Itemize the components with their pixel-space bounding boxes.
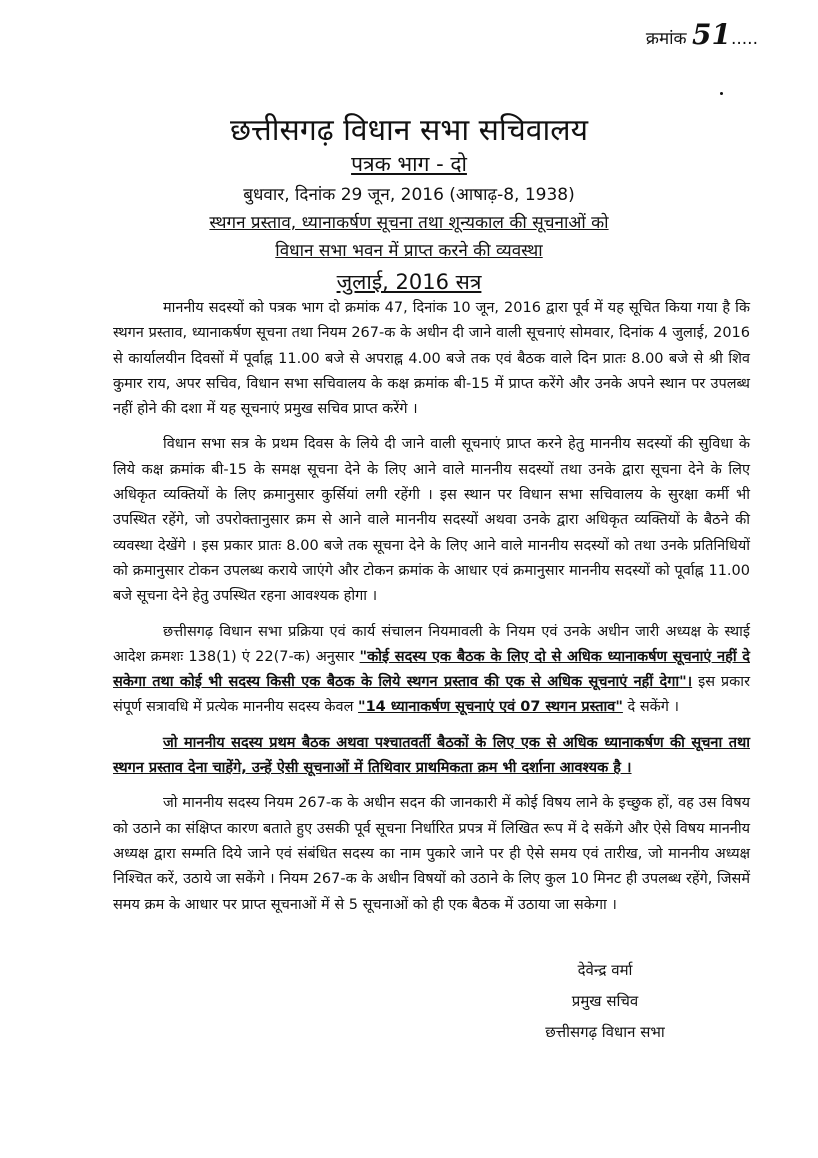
signature-block	[520, 955, 690, 1048]
ink-dot	[720, 92, 723, 95]
document-subtitle: पत्रक भाग - दो	[351, 152, 467, 176]
p3-text-c: इस प्रकार संपूर्ण सत्रावधि में प्रत्येक माननीय सदस्य केवल	[113, 674, 750, 716]
paragraph-5: जो माननीय सदस्य नियम 267-क के अधीन सदन की जानकारी में कोई विषय लाने के इच्छुक हों, वह उस विषय को उठाने का संक्षिप्त कारण बताते हुए उसकी पूर्व सूचना निर्धारित प्रपत्र में लिखित रूप में दे सकेंगे और ऐसे विषय माननीय अध्यक्ष द्वारा सम्मति दिये जाने एवं संबंधित सदस्य का नाम पुकारे जाने पर ही ऐसे समय एवं तारीख, जो माननीय अध्यक्ष निश्चित करें, उठाये जा सकेंगे । नियम 267-क के अधीन विषयों को उठाने के लिए कुल 10 मिनट ही उपलब्ध रहेंगे, जिसमें समय क्रम के आधार पर प्राप्त सूचनाओं में से 5 सूचनाओं को ही एक बैठक में उठाया जा सकेगा ।	[113, 795, 750, 913]
serial-value: 51	[692, 18, 731, 51]
p3-text-a: छत्तीसगढ़ विधान सभा प्रक्रिया एवं कार्य संचालन नियमावली के नियम एवं उनके अधीन जारी अध्यक्ष के स्थाई आदेश क्रमशः 138(1) एं 22(7-क) अनुसार	[113, 623, 750, 665]
p3-rule-quote: "कोई सदस्य एक बैठक के लिए दो से अधिक ध्यानाकर्षण सूचनाएं नहीं दे सकेगा तथा कोई भी सदस्य किसी एक बैठक के लिये स्थगन प्रस्ताव की एक से अधिक सूचनाएं नहीं देगा"।	[113, 648, 750, 691]
serial-label: क्रमांक	[645, 29, 687, 49]
serial-number: क्रमांक 51.....	[645, 18, 758, 51]
paragraph-1: माननीय सदस्यों को पत्रक भाग दो क्रमांक 47, दिनांक 10 जून, 2016 द्वारा पूर्व में यह सूचित किया गया है कि स्थगन प्रस्ताव, ध्यानाकर्षण सूचना तथा नियम 267-क के अधीन दी जाने वाली सूचनाएं सोमवार, दिनांक 4 जुलाई, 2016 से कार्यालयीन दिवसों में पूर्वाह्न 11.00 बजे से अपराह्न 4.00 बजे तक एवं बैठक वाले दिन प्रातः 8.00 बजे से श्री शिव कुमार राय, अपर सचिव, विधान सभा सचिवालय के कक्ष क्रमांक बी-15 में प्राप्त करेंगे और उनके अपने स्थान पर उपलब्ध नहीं होने की दशा में यह सूचनाएं प्रमुख सचिव प्राप्त करेंगे ।	[113, 300, 750, 418]
document-title: छत्तीसगढ़ विधान सभा सचिवालय	[230, 113, 588, 148]
p3-limit-quote: "14 ध्यानाकर्षण सूचनाएं एवं 07 स्थगन प्रस्ताव"	[358, 699, 623, 716]
p3-text-e: दे सकेंगे ।	[622, 699, 680, 716]
signatory-name: देवेन्द्र वर्मा	[577, 961, 633, 979]
paragraph-4: जो माननीय सदस्य प्रथम बैठक अथवा पश्चातवर्ती बैठकों के लिए एक से अधिक ध्यानाकर्षण की सूचना तथा स्थगन प्रस्ताव देना चाहेंगे, उन्हें ऐसी सूचनाओं में तिथिवार प्राथमिकता क्रम भी दर्शाना आवश्यक है ।	[113, 734, 750, 777]
heading-line-2: विधान सभा भवन में प्राप्त करने की व्यवस्था	[275, 241, 543, 261]
session-heading: जुलाई, 2016 सत्र	[336, 270, 482, 294]
heading-line-1: स्थगन प्रस्ताव, ध्यानाकर्षण सूचना तथा शून्यकाल की सूचनाओं को	[209, 213, 609, 233]
document-date: बुधवार, दिनांक 29 जून, 2016 (आषाढ़-8, 1938)	[243, 185, 575, 205]
document-body	[113, 296, 750, 928]
paragraph-2: विधान सभा सत्र के प्रथम दिवस के लिये दी जाने वाली सूचनाएं प्राप्त करने हेतु माननीय सदस्यों की सुविधा के लिये कक्ष क्रमांक बी-15 के समक्ष सूचना देने के लिए आने वाले माननीय सदस्यों तथा उनके द्वारा सूचना देने के लिए अधिकृत व्यक्तियों के लिए क्रमानुसार कुर्सियां लगी रहेंगी । इस स्थान पर विधान सभा सचिवालय के सुरक्षा कर्मी भी उपस्थित रहेंगे, जो उपरोक्तानुसार क्रम से आने वाले माननीय सदस्यों अथवा उनके द्वारा अधिकृत व्यक्तियों के बैठने की व्यवस्था देखेंगे । इस प्रकार प्रातः 8.00 बजे तक सूचना देने के लिए आने वाले माननीय सदस्यों को तथा उनके प्रतिनिधियों को क्रमानुसार टोकन उपलब्ध कराये जाएंगे और टोकन क्रमांक के आधार एवं क्रमानुसार माननीय सदस्यों को पूर्वाह्न 11.00 बजे सूचना देने हेतु उपस्थित रहना आवश्यक होगा ।	[113, 436, 750, 605]
signatory-office: छत्तीसगढ़ विधान सभा	[545, 1023, 665, 1041]
signatory-designation: प्रमुख सचिव	[571, 992, 639, 1010]
paragraph-3	[113, 620, 750, 721]
